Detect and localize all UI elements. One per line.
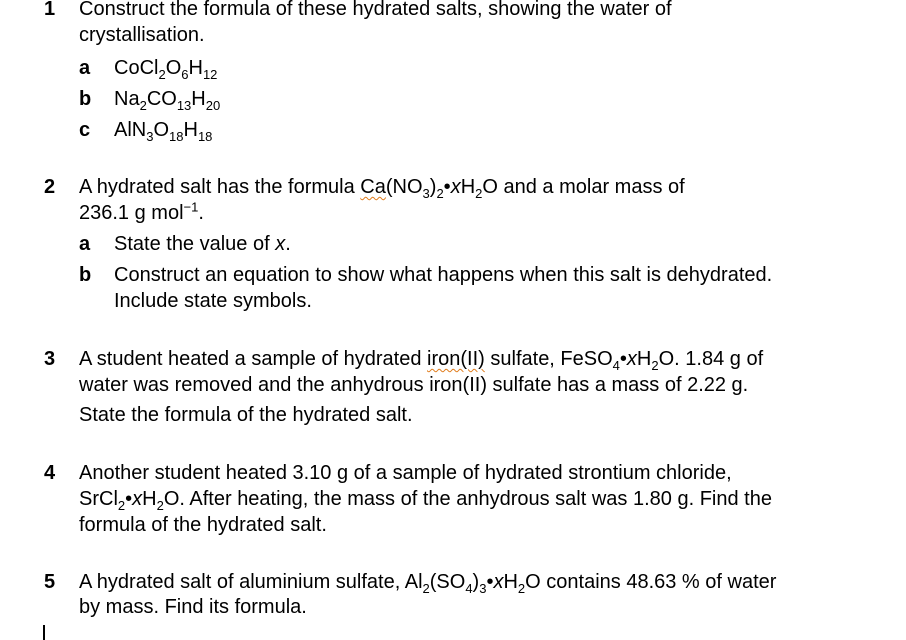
question-4-line-1: Another student heated 3.10 g of a sample of hydrated strontium chloride, (79, 462, 732, 484)
spellcheck-underline: iron(II) (427, 348, 485, 370)
question-4-number: 4 (44, 462, 56, 484)
question-2-line-1: A hydrated salt has the formula $Ca(NO_3)_2•xH_2O$ and a molar mass of (79, 176, 685, 201)
question-2a-label: a (79, 233, 91, 255)
question-3-line-2: water was removed and the anhydrous iron(II) sulfate has a mass of 2.22 g. (79, 374, 749, 396)
question-2b-label: b (79, 264, 92, 286)
question-2-number: 2 (44, 176, 56, 198)
question-5-number: 5 (44, 571, 56, 593)
question-1c-label: c (79, 119, 91, 141)
text-cursor[interactable] (43, 625, 45, 640)
question-4-line-2: $SrCl_2•xH_2O$. After heating, the mass of the anhydrous salt was 1.80 g. Find the (79, 488, 772, 513)
spellcheck-underline: Ca (360, 176, 386, 198)
question-1-line-1: Construct the formula of these hydrated salts, showing the water of (79, 0, 672, 20)
question-2b-line-1: Construct an equation to show what happens when this salt is dehydrated. (114, 264, 773, 286)
question-2b-line-2: Include state symbols. (114, 290, 312, 312)
question-3-number: 3 (44, 348, 56, 370)
question-1-number: 1 (44, 0, 56, 20)
question-3-line-1: A student heated a sample of hydrated iron(II) sulfate, $FeSO_4•xH_2O$. 1.84 g of (79, 348, 764, 373)
question-4-line-3: formula of the hydrated salt. (79, 514, 327, 536)
question-1b-label: b (79, 88, 92, 110)
question-1c-formula: $AlN_3O_{18}H_{18}$ (114, 119, 213, 144)
question-1a-label: a (79, 57, 91, 79)
question-1b-formula: $Na_2CO_{13}H_{20}$ (114, 88, 221, 113)
question-5-line-2: by mass. Find its formula. (79, 596, 307, 618)
question-1a-formula: $CoCl_2O_6H_{12}$ (114, 57, 218, 82)
question-2a-text: State the value of x. (114, 233, 291, 255)
question-1-line-2: crystallisation. (79, 24, 205, 46)
question-2-line-2: 236.1 g mol$^{-1}$. (79, 199, 204, 224)
question-3-line-3: State the formula of the hydrated salt. (79, 404, 413, 426)
question-5-line-1: A hydrated salt of aluminium sulfate, $Al_2(SO_4)_3•xH_2O$ contains 48.63 % of water (79, 571, 777, 596)
